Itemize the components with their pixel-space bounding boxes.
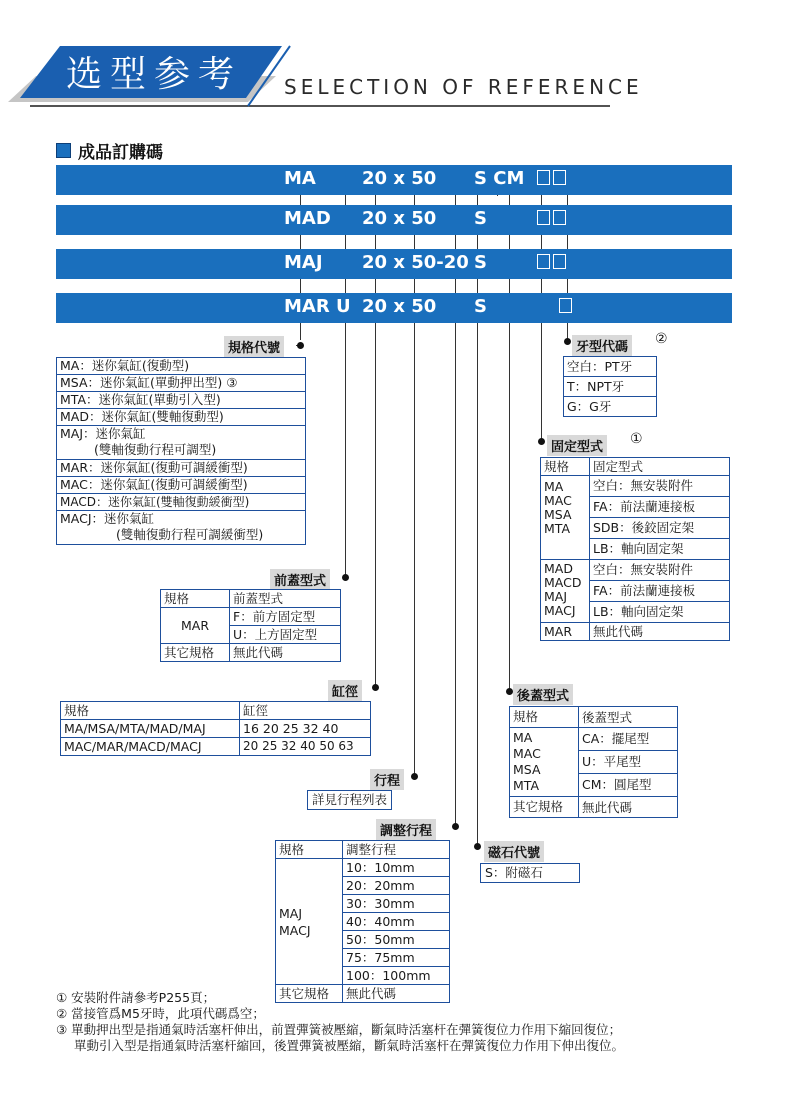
note-mark: ② bbox=[655, 331, 668, 347]
list-item-continued: (雙軸復動行程可調型) bbox=[94, 442, 217, 457]
table-header: 調整行程 bbox=[343, 841, 450, 859]
blank-box-icon bbox=[537, 170, 550, 185]
table-cell: 100：100mm bbox=[343, 967, 450, 985]
magnet-label: 磁石代號 bbox=[484, 841, 544, 862]
bar-size: 20 x 50 bbox=[362, 296, 437, 317]
table-cell: 50：50mm bbox=[343, 931, 450, 949]
order-code-bar-mar bbox=[56, 293, 732, 323]
stroke-box bbox=[307, 790, 392, 810]
mounting-type-label: 固定型式 bbox=[547, 435, 607, 456]
table-cell: 20：20mm bbox=[343, 877, 450, 895]
stroke-label: 行程 bbox=[370, 769, 404, 790]
table-cell: MAC/MAR/MACD/MACJ bbox=[61, 738, 240, 756]
stroke-text: 詳見行程列表 bbox=[312, 792, 388, 807]
blank-box-icon bbox=[553, 210, 566, 225]
spec-maj: MAJ bbox=[279, 905, 303, 921]
front-cover-table bbox=[160, 589, 341, 662]
list-item: MAD：迷你氣缸(雙軸復動型) bbox=[57, 408, 305, 425]
table-cell: MAR bbox=[541, 623, 590, 641]
adjust-stroke-table bbox=[275, 840, 450, 1003]
note-mark: ① bbox=[630, 431, 643, 447]
table-cell: MA/MSA/MTA/MAD/MAJ bbox=[61, 720, 240, 738]
spec: MAJ bbox=[544, 589, 568, 604]
mounting-type-table bbox=[540, 457, 730, 641]
spec: MTA bbox=[544, 521, 571, 536]
blank-box-icon bbox=[537, 210, 550, 225]
table-cell: SDB：後鉸固定架 bbox=[590, 518, 730, 539]
bar-model: MA bbox=[284, 168, 316, 189]
magnet-text: S：附磁石 bbox=[485, 865, 543, 880]
table-header: 固定型式 bbox=[590, 458, 730, 476]
table-cell: U：上方固定型 bbox=[230, 626, 341, 644]
table-cell bbox=[541, 560, 590, 623]
spec: MTA bbox=[513, 778, 540, 793]
footnote-2: ② 當接管爲M5牙時，此項代碼爲空； bbox=[56, 1006, 265, 1021]
table-header: 規格 bbox=[161, 590, 230, 608]
table-cell: 無此代碼 bbox=[590, 623, 730, 641]
table-cell: CM：圓尾型 bbox=[579, 774, 678, 797]
table-header: 後蓋型式 bbox=[579, 707, 678, 728]
rear-cover-table bbox=[509, 706, 678, 818]
list-item: MAR：迷你氣缸(復動可調緩衝型) bbox=[57, 459, 305, 476]
table-header: 規格 bbox=[510, 707, 579, 728]
table-cell: MAR bbox=[161, 608, 230, 644]
order-code-bar-mad bbox=[56, 205, 732, 235]
table-cell: 75：75mm bbox=[343, 949, 450, 967]
list-item: MSA：迷你氣缸(單動押出型) ③ bbox=[57, 374, 305, 391]
bar-model: MAJ bbox=[284, 252, 323, 273]
list-item-continued: (雙軸復動行程可調緩衝型) bbox=[116, 527, 264, 542]
spec: MA bbox=[544, 479, 564, 494]
spec: MSA bbox=[544, 507, 572, 522]
table-cell: 無此代碼 bbox=[230, 644, 341, 662]
spec: MACJ bbox=[544, 603, 576, 618]
spec-code-label: 規格代號 bbox=[224, 336, 284, 357]
bar-size: 20 x 50 bbox=[362, 168, 437, 189]
table-header: 前蓋型式 bbox=[230, 590, 341, 608]
blank-box-icon bbox=[553, 170, 566, 185]
table-cell: 16 20 25 32 40 bbox=[240, 720, 371, 738]
list-item: 空白：PT牙 bbox=[567, 359, 633, 374]
table-cell: 其它規格 bbox=[510, 797, 579, 818]
footnote-1: ① 安裝附件請參考P255頁； bbox=[56, 990, 216, 1005]
order-code-bar-ma bbox=[56, 165, 732, 195]
bore-table bbox=[60, 701, 371, 756]
spec: MA bbox=[513, 730, 533, 745]
bar-model: MAD bbox=[284, 208, 331, 229]
header-subtitle: SELECTION OF REFERENCE bbox=[284, 75, 643, 99]
blank-box-icon bbox=[537, 254, 550, 269]
magnet-box bbox=[480, 863, 580, 883]
table-cell: 無此代碼 bbox=[343, 985, 450, 1003]
adjust-stroke-label: 調整行程 bbox=[376, 819, 436, 840]
bar-size: 20 x 50-20 bbox=[362, 252, 469, 273]
table-cell: 空白：無安裝附件 bbox=[590, 560, 730, 581]
square-bullet-icon bbox=[56, 143, 71, 158]
blank-box-icon bbox=[559, 298, 572, 313]
table-cell: 空白：無安裝附件 bbox=[590, 476, 730, 497]
spec: MAD bbox=[544, 561, 573, 576]
list-item: MA：迷你氣缸(復動型) bbox=[60, 358, 190, 373]
bar-tail: S CM bbox=[474, 168, 525, 189]
bar-size: 20 x 50 bbox=[362, 208, 437, 229]
spec-code-list bbox=[56, 357, 306, 545]
section-title: 成品訂購碼 bbox=[78, 143, 163, 163]
bar-tail: S bbox=[474, 296, 487, 317]
table-cell: U：平尾型 bbox=[579, 751, 678, 774]
list-item: MTA：迷你氣缸(單動引入型) bbox=[57, 391, 305, 408]
thread-code-label: 牙型代碼 bbox=[572, 335, 632, 356]
list-item: MAJ：迷你氣缸 bbox=[60, 426, 146, 441]
list-item: MAC：迷你氣缸(復動可調緩衝型) bbox=[57, 476, 305, 493]
table-header: 規格 bbox=[276, 841, 343, 859]
front-cover-label: 前蓋型式 bbox=[270, 569, 330, 590]
table-header: 規格 bbox=[61, 702, 240, 720]
footnote-3-continued: 單動引入型是指通氣時活塞杆縮回，後置彈簧被壓縮，斷氣時活塞杆在彈簧復位力作用下伸出復位。 bbox=[74, 1038, 625, 1053]
list-item: G：G牙 bbox=[564, 396, 656, 416]
order-code-bar-maj bbox=[56, 249, 732, 279]
bar-model: MAR U bbox=[284, 296, 351, 317]
table-cell: FA：前法蘭連接板 bbox=[590, 497, 730, 518]
spec: MACD bbox=[544, 575, 582, 590]
list-item: T：NPT牙 bbox=[564, 376, 656, 396]
thread-code-list bbox=[563, 356, 657, 417]
header-title: 选型参考 bbox=[66, 54, 243, 95]
bore-label: 缸徑 bbox=[328, 680, 362, 701]
bar-tail: S bbox=[474, 252, 487, 273]
spec: MAC bbox=[544, 493, 572, 508]
table-cell: 其它規格 bbox=[276, 985, 343, 1003]
table-header: 規格 bbox=[541, 458, 590, 476]
footnote-3: ③ 單動押出型是指通氣時活塞杆伸出，前置彈簧被壓縮，斷氣時活塞杆在彈簧復位力作用下縮回復位； bbox=[56, 1022, 622, 1037]
bar-tail: S bbox=[474, 208, 487, 229]
table-cell: LB：軸向固定架 bbox=[590, 602, 730, 623]
table-header: 缸徑 bbox=[240, 702, 371, 720]
table-cell: F：前方固定型 bbox=[230, 608, 341, 626]
spec-macj: MACJ bbox=[279, 922, 311, 938]
table-cell: 40：40mm bbox=[343, 913, 450, 931]
table-cell: 20 25 32 40 50 63 bbox=[240, 738, 371, 756]
blank-box-icon bbox=[553, 254, 566, 269]
table-cell: 無此代碼 bbox=[579, 797, 678, 818]
rear-cover-label: 後蓋型式 bbox=[513, 684, 573, 705]
list-item: MACJ：迷你氣缸 bbox=[60, 511, 155, 526]
table-cell: 其它規格 bbox=[161, 644, 230, 662]
table-cell bbox=[541, 476, 590, 560]
table-cell bbox=[276, 859, 343, 985]
table-cell: 30：30mm bbox=[343, 895, 450, 913]
list-item: MACD：迷你氣缸(雙軸復動緩衝型) bbox=[57, 493, 305, 510]
table-cell: FA：前法蘭連接板 bbox=[590, 581, 730, 602]
table-cell: 10：10mm bbox=[343, 859, 450, 877]
table-cell: CA：擺尾型 bbox=[579, 728, 678, 751]
spec: MAC bbox=[513, 746, 541, 761]
table-cell: LB：軸向固定架 bbox=[590, 539, 730, 560]
table-cell bbox=[510, 728, 579, 797]
spec: MSA bbox=[513, 762, 541, 777]
